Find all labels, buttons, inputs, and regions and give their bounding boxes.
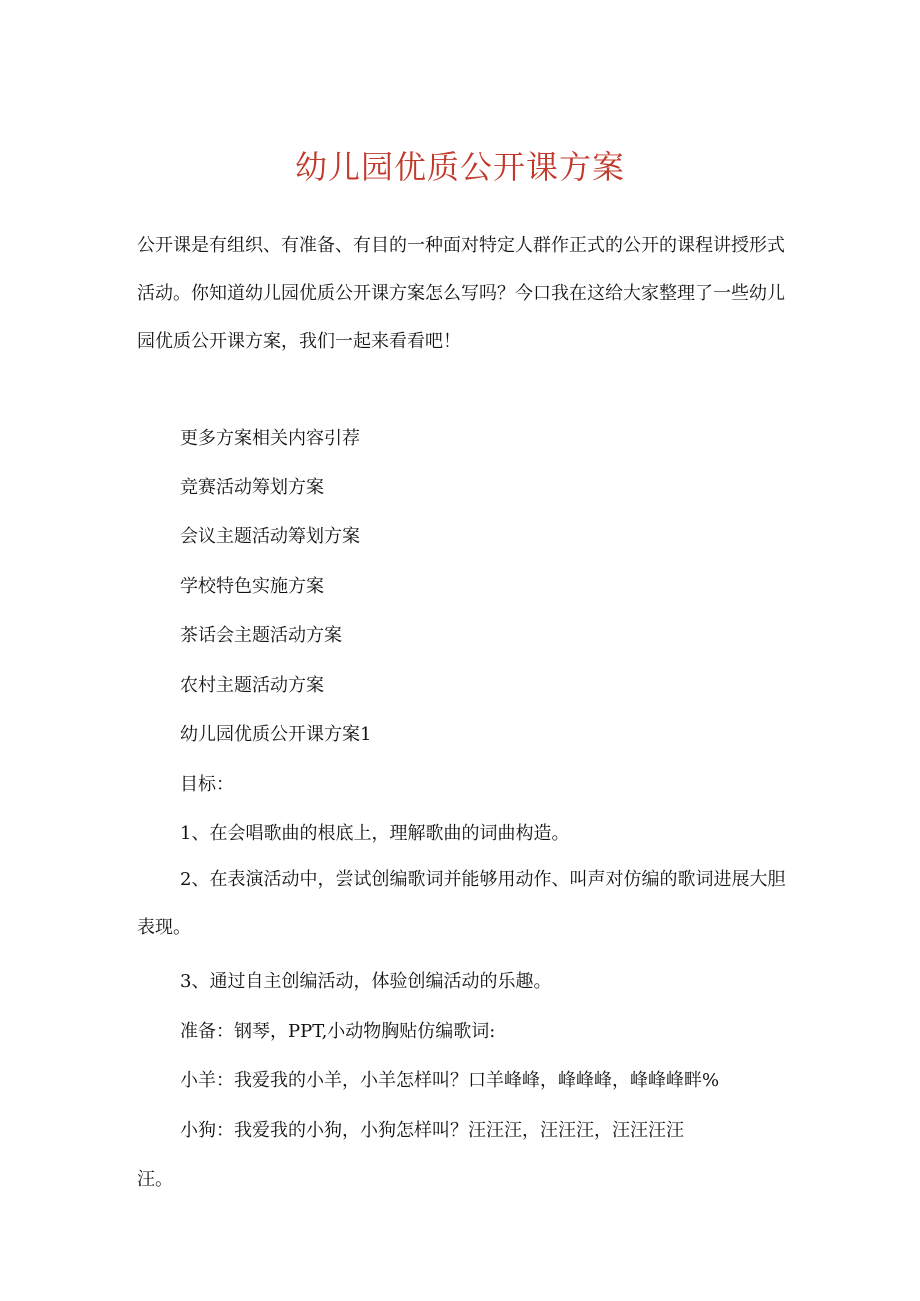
goal-1: 1、在会唱歌曲的根底上，理解歌曲的词曲构造。 xyxy=(180,823,570,844)
document-title: 幼儿园优质公开课方案 xyxy=(294,148,625,186)
related-item-3: 学校特色实施方案 xyxy=(180,576,324,597)
section-heading: 幼儿园优质公开课方案1 xyxy=(180,724,372,745)
related-item-1: 竞赛活动筹划方案 xyxy=(180,477,324,498)
intro-paragraph xyxy=(137,222,787,366)
intro-text: 公开课是有组织、有准备、有目的一种面对特定人群作正式的公开的课程讲授形式活动。你知道幼儿园优质公开课方案怎么写吗？今口我在这给大家整理了一些幼儿园优质公开课方案，我们一起来看看吧！ xyxy=(137,235,785,352)
goal-2: 2、在表演活动中，尝试创编歌词并能够用动作、叫声对仿编的歌词进展大胆表现。 xyxy=(137,869,786,938)
related-heading: 更多方案相关内容引荐 xyxy=(180,428,360,449)
goal-label: 目标： xyxy=(180,774,234,795)
related-item-5: 农村主题活动方案 xyxy=(180,675,324,696)
related-item-2: 会议主题活动筹划方案 xyxy=(180,526,360,547)
goal-3: 3、通过自主创编活动，体验创编活动的乐趣。 xyxy=(180,971,552,992)
dog-lyrics: 小狗：我爱我的小狗，小狗怎样叫？汪汪汪，汪汪汪，汪汪汪汪 xyxy=(180,1120,684,1141)
sheep-lyrics: 小羊：我爱我的小羊，小羊怎样叫？口羊峰峰，峰峰峰，峰峰峰畔% xyxy=(180,1070,720,1091)
preparation-text: 准备：钢琴，PPT,小动物胸贴仿编歌词: xyxy=(180,1021,496,1042)
dog-lyrics-continued: 汪。 xyxy=(137,1169,173,1190)
related-item-4: 茶话会主题活动方案 xyxy=(180,625,342,646)
